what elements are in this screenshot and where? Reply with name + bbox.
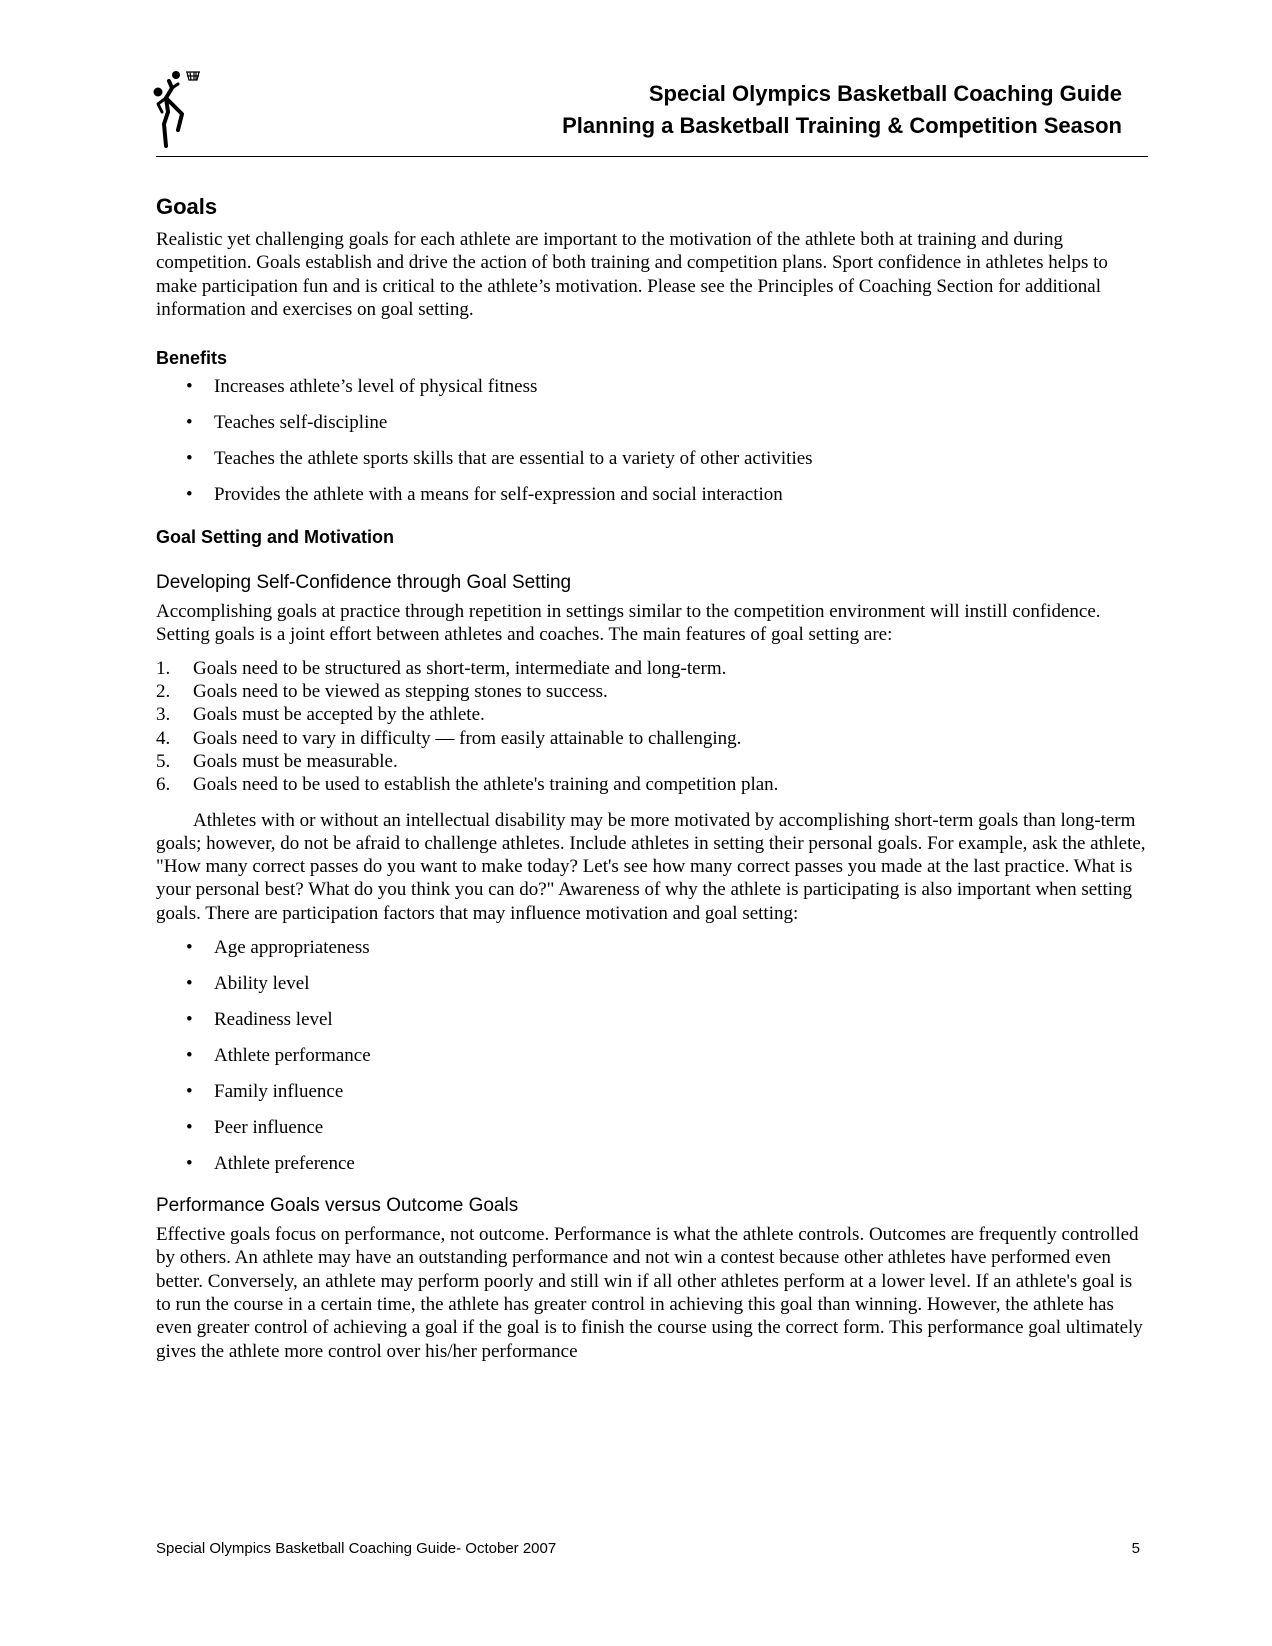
bullet-icon: • <box>186 1009 193 1031</box>
goals-heading: Goals <box>156 194 218 219</box>
participation-paragraph: Athletes with or without an intellectual disability may be more motivated by accomplishing short-term goals than long-term goals; however, do not be afraid to challenge athletes. Include athletes in setting their personal goals. For example, ask the athlete, "How many correct passes do you want to make today? Let's see how many correct passes you made at the last practice. What is your personal best? What do you think you can do?" Awareness of why the athlete is participating is also important when setting goals. There are participation factors that may influence motivation and goal setting: <box>156 809 1146 924</box>
item-number: 5. <box>156 750 171 772</box>
bullet-icon: • <box>186 937 193 959</box>
bullet-icon: • <box>186 1081 193 1103</box>
list-item-text: Teaches self-discipline <box>214 412 388 434</box>
bullet-icon: • <box>186 412 193 434</box>
list-item <box>156 972 1146 995</box>
numbered-item <box>156 657 1146 680</box>
bullet-icon: • <box>186 1045 193 1067</box>
header-title-line1: Special Olympics Basketball Coaching Guide <box>648 81 1122 106</box>
item-number: 1. <box>156 657 171 679</box>
footer-text: Special Olympics Basketball Coaching Guide- October 2007 <box>156 1540 557 1557</box>
bullet-icon: • <box>186 484 193 506</box>
header-title <box>562 78 1122 142</box>
list-item <box>156 483 1146 506</box>
numbered-item <box>156 680 1146 703</box>
goal-features-list <box>156 657 1146 797</box>
list-item <box>156 1044 1146 1067</box>
numbered-item <box>156 773 1146 796</box>
item-number: 4. <box>156 727 171 749</box>
numbered-item <box>156 750 1146 773</box>
main-content <box>156 194 1146 1363</box>
header-title-line2: Planning a Basketball Training & Competition Season <box>562 113 1122 138</box>
list-item-text: Age appropriateness <box>214 937 370 959</box>
list-item <box>156 447 1146 470</box>
list-item-text: Family influence <box>214 1081 344 1103</box>
list-item-text: Athlete performance <box>214 1045 371 1067</box>
performance-subheading: Performance Goals versus Outcome Goals <box>156 1195 519 1217</box>
item-text: Goals need to be used to establish the athlete's training and competition plan. <box>193 774 779 796</box>
bullet-icon: • <box>186 973 193 995</box>
item-text: Goals must be measurable. <box>193 750 398 772</box>
list-item <box>156 936 1146 959</box>
basketball-player-icon <box>152 68 212 152</box>
list-item <box>156 1008 1146 1031</box>
header-divider <box>156 156 1148 157</box>
list-item-text: Teaches the athlete sports skills that are essential to a variety of other activities <box>214 448 813 470</box>
item-text: Goals need to be structured as short-term, intermediate and long-term. <box>193 657 727 679</box>
item-number: 6. <box>156 774 171 796</box>
item-number: 2. <box>156 681 171 703</box>
item-text: Goals need to vary in difficulty — from easily attainable to challenging. <box>193 727 742 749</box>
page-number: 5 <box>1131 1540 1140 1557</box>
bullet-icon: • <box>186 376 193 398</box>
benefits-list <box>156 375 1146 506</box>
participation-factors-list <box>156 936 1146 1175</box>
bullet-icon: • <box>186 448 193 470</box>
list-item-text: Provides the athlete with a means for self-expression and social interaction <box>214 484 783 506</box>
list-item-text: Increases athlete’s level of physical fitness <box>214 376 538 398</box>
performance-paragraph: Effective goals focus on performance, not outcome. Performance is what the athlete controls. Outcomes are frequently controlled by others. An athlete may have an outstanding performance and not win a contest because other athletes have performed even better. Conversely, an athlete may perform poorly and still win if all other athletes perform at a lower level. If an athlete's goal is to run the course in a certain time, the athlete has greater control in achieving this goal than winning. However, the athlete has even greater control of achieving a goal if the goal is to finish the course using the correct form. This performance goal ultimately gives the athlete more control over his/her performance <box>156 1224 1143 1362</box>
item-text: Goals need to be viewed as stepping stones to success. <box>193 681 608 703</box>
list-item-text: Readiness level <box>214 1009 333 1031</box>
item-text: Goals must be accepted by the athlete. <box>193 704 485 726</box>
list-item <box>156 1080 1146 1103</box>
goal-setting-heading: Goal Setting and Motivation <box>156 527 394 548</box>
goals-paragraph: Realistic yet challenging goals for each athlete are important to the motivation of the athlete both at training and during competition. Goals establish and drive the action of both training and competition plans. Sport confidence in athletes helps to make participation fun and is critical to the athlete’s motivation. Please see the Principles of Coaching Section for additional information and exercises on goal setting. <box>156 229 1108 320</box>
list-item-text: Peer influence <box>214 1117 324 1139</box>
list-item <box>156 1116 1146 1139</box>
goal-setting-intro: Accomplishing goals at practice through repetition in settings similar to the competition environment will instill confidence. Setting goals is a joint effort between athletes and coaches. The main features of goal setting are: <box>156 601 1101 646</box>
list-item-text: Athlete preference <box>214 1153 355 1175</box>
list-item <box>156 1152 1146 1175</box>
item-number: 3. <box>156 704 171 726</box>
bullet-icon: • <box>186 1153 193 1175</box>
benefits-heading: Benefits <box>156 348 228 369</box>
list-item <box>156 375 1146 398</box>
numbered-item <box>156 703 1146 726</box>
numbered-item <box>156 727 1146 750</box>
list-item <box>156 411 1146 434</box>
bullet-icon: • <box>186 1117 193 1139</box>
self-confidence-subheading: Developing Self-Confidence through Goal Setting <box>156 572 572 594</box>
list-item-text: Ability level <box>214 973 310 995</box>
